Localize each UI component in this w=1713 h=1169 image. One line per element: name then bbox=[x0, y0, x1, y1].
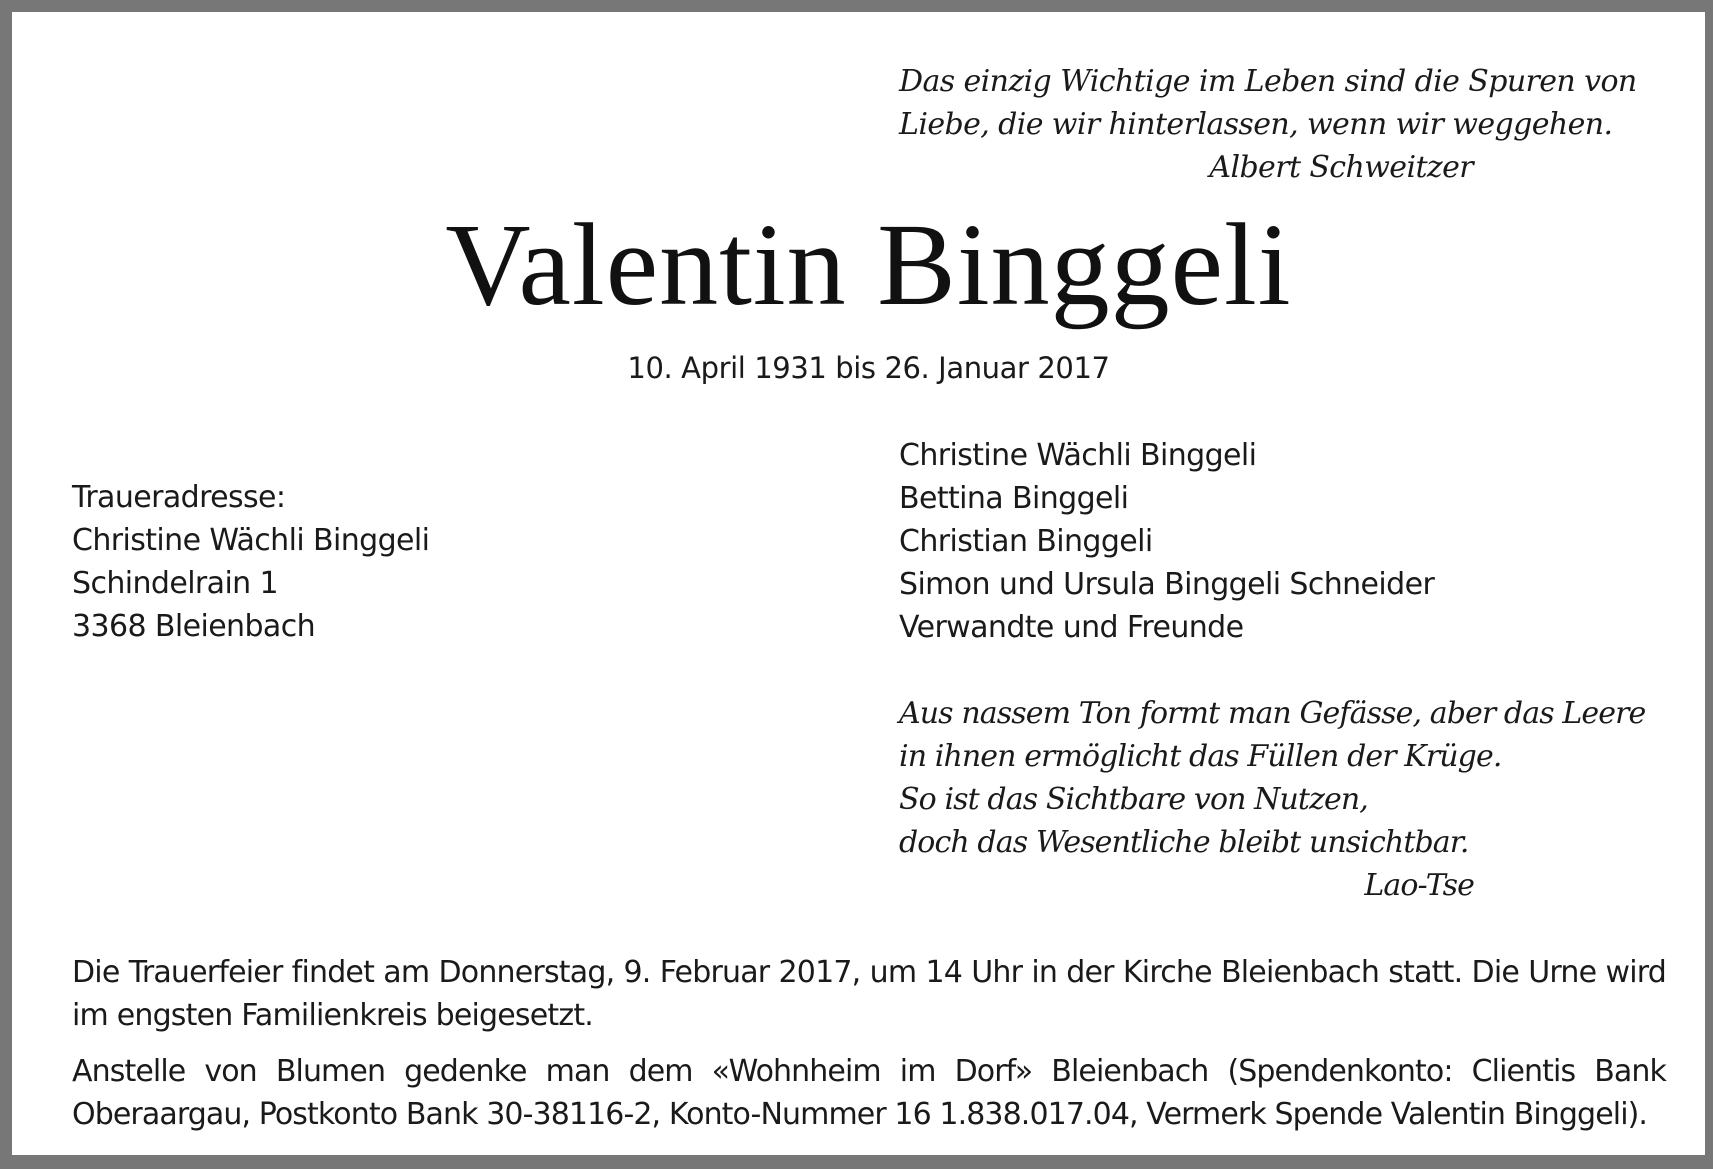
closing-quote-line: in ihnen ermöglicht das Füllen der Krüge. bbox=[899, 739, 1502, 774]
closing-quote-line: Aus nassem Ton formt man Gefässe, aber das Leere bbox=[899, 696, 1646, 731]
closing-quote-line: doch das Wesentliche bleibt unsichtbar. bbox=[899, 825, 1469, 860]
closing-quote bbox=[899, 692, 1646, 907]
donation-notice: Anstelle von Blumen gedenke man dem «Wohnheim im Dorf» Bleienbach (Spendenkonto: Clientis Bank Oberaargau, Postkonto Bank 30-38116-2, Konto-Nummer 16 1.838.017.04, Vermerk Spende Valentin Binggeli). bbox=[72, 1054, 1666, 1132]
deceased-name: Valentin Binggeli bbox=[445, 199, 1292, 330]
address-street: Schindelrain 1 bbox=[72, 566, 279, 601]
life-dates: 10. April 1931 bis 26. Januar 2017 bbox=[627, 351, 1110, 385]
ceremony-notice: Die Trauerfeier findet am Donnerstag, 9. Februar 2017, um 14 Uhr in der Kirche Bleienbach statt. Die Urne wird im engsten Familienkreis beigesetzt. bbox=[72, 955, 1666, 1033]
mourner-entry: Christian Binggeli bbox=[899, 524, 1153, 559]
address-name: Christine Wächli Binggeli bbox=[72, 523, 430, 558]
opening-quote-line: Das einzig Wichtige im Leben sind die Spuren von bbox=[899, 64, 1637, 99]
mourners-list bbox=[899, 434, 1599, 649]
mourner-entry: Verwandte und Freunde bbox=[899, 610, 1244, 645]
closing-quote-line: So ist das Sichtbare von Nutzen, bbox=[899, 782, 1368, 817]
mourner-entry: Simon und Ursula Binggeli Schneider bbox=[899, 567, 1435, 602]
mourner-entry: Bettina Binggeli bbox=[899, 481, 1129, 516]
closing-quote-author: Lao-Tse bbox=[1364, 868, 1474, 903]
opening-quote-line: Liebe, die wir hinterlassen, wenn wir weggehen. bbox=[899, 107, 1613, 142]
opening-quote-author: Albert Schweitzer bbox=[1209, 150, 1473, 185]
opening-quote bbox=[899, 60, 1637, 189]
address-label: Traueradresse: bbox=[72, 480, 286, 515]
address-city: 3368 Bleienbach bbox=[72, 609, 315, 644]
mourning-address bbox=[72, 476, 672, 648]
mourner-entry: Christine Wächli Binggeli bbox=[899, 438, 1257, 473]
